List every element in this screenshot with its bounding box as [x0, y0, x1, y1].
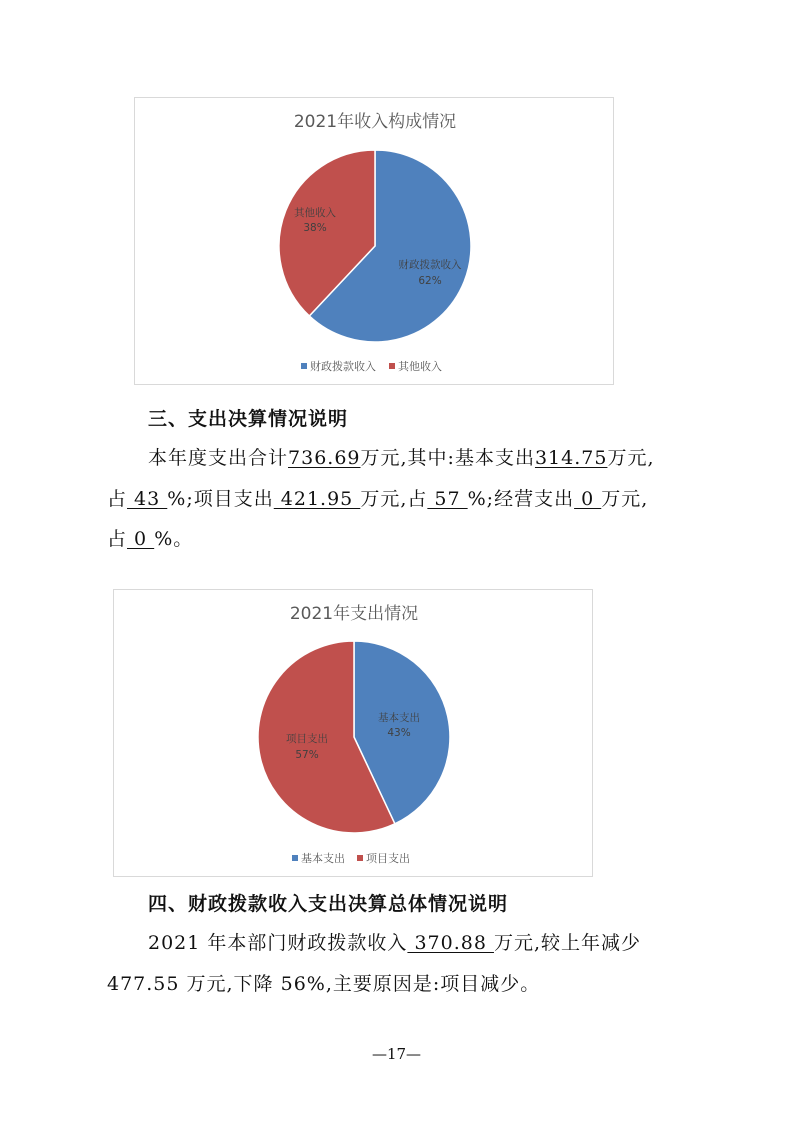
project-expense-value: 421.95: [273, 488, 361, 510]
slice-label-project: 项目支出: [286, 733, 328, 745]
basic-expense-pct: 43: [127, 488, 168, 510]
section-3-line-2: [107, 484, 648, 511]
page-number: —17—: [371, 1045, 422, 1063]
legend-label-other: 其他收入: [398, 360, 442, 373]
slice-label-basic: 基本支出: [378, 712, 420, 724]
chart-title: 2021年收入构成情况: [293, 112, 457, 132]
text: 万元,占: [360, 488, 428, 510]
income-pie-svg: [135, 98, 615, 386]
legend-swatch-fiscal: [301, 363, 307, 369]
slice-label-other: 其他收入: [294, 207, 336, 219]
text: 占: [107, 528, 128, 550]
text: 万元,较上年减少: [493, 932, 642, 954]
slice-pct-basic: 43%: [387, 727, 411, 739]
section-3-heading: 三、支出决算情况说明: [148, 408, 349, 430]
total-expense-value: 736.69: [288, 447, 361, 469]
income-pie-chart: [134, 97, 614, 385]
operating-expense-pct: 0: [127, 528, 155, 550]
section-3-line-1: [148, 443, 654, 470]
text: 万元,: [607, 447, 655, 469]
legend-label-fiscal: 财政拨款收入: [310, 360, 376, 373]
basic-expense-value: 314.75: [534, 447, 608, 469]
operating-expense-value: 0: [574, 488, 602, 510]
legend-label-basic: 基本支出: [301, 852, 345, 865]
legend-swatch-basic: [292, 855, 298, 861]
text: 万元,其中:基本支出: [360, 447, 535, 469]
chart-title: 2021年支出情况: [289, 604, 419, 624]
fiscal-income-value: 370.88: [407, 932, 494, 954]
text: 万元,: [601, 488, 649, 510]
text: 占: [107, 488, 128, 510]
section-4-line-2: 477.55 万元,下降 56%,主要原因是:项目减少。: [107, 973, 541, 995]
section-3-line-3: [107, 524, 193, 551]
slice-label-fiscal: 财政拨款收入: [398, 259, 462, 271]
section-4-heading: 四、财政拨款收入支出决算总体情况说明: [148, 893, 509, 915]
text: 本年度支出合计: [148, 447, 289, 469]
legend-swatch-other: [389, 363, 395, 369]
text: %。: [154, 528, 194, 550]
text: %;经营支出: [467, 488, 575, 510]
section-4-line-1: [148, 928, 641, 955]
project-expense-pct: 57: [427, 488, 468, 510]
text: %;项目支出: [167, 488, 274, 510]
expense-pie-chart: [113, 589, 593, 877]
legend-swatch-project: [357, 855, 363, 861]
slice-pct-project: 57%: [295, 749, 319, 761]
text: 2021 年本部门财政拨款收入: [148, 932, 408, 954]
expense-pie-svg: [114, 590, 594, 878]
slice-pct-other: 38%: [303, 222, 327, 234]
legend-label-project: 项目支出: [366, 852, 410, 865]
slice-pct-fiscal: 62%: [418, 275, 442, 287]
